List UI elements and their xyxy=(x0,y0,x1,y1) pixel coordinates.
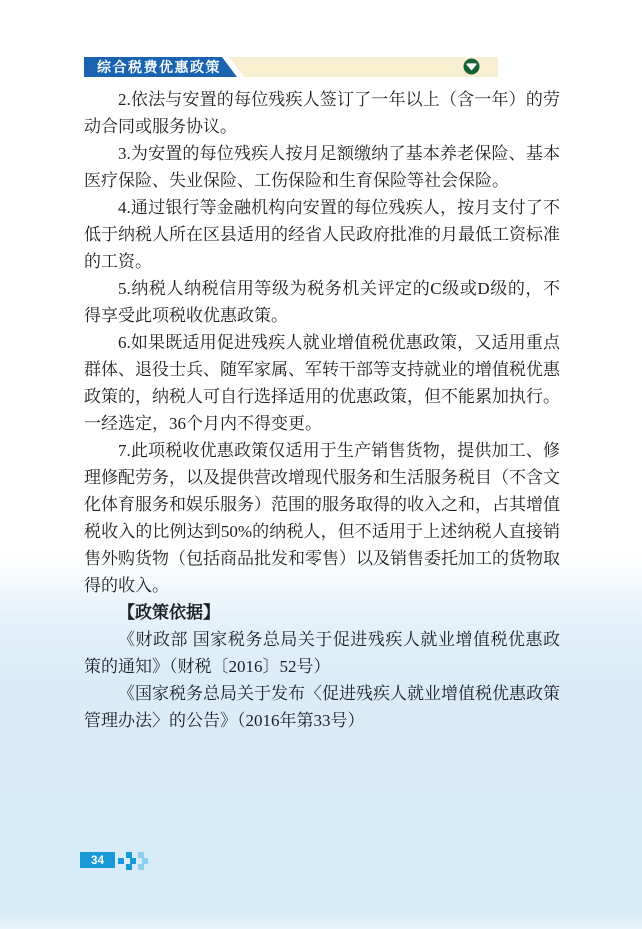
body-paragraph: 7.此项税收优惠政策仅适用于生产销售货物，提供加工、修理修配劳务，以及提供营改增现代服务和生活服务税目（不含文化体育服务和娱乐服务）范围的服务取得的收入之和，占其增值税收入的比例达到50%的纳税人，但不适用于上述纳税人直接销售外购货物（包括商品批发和零售）以及销售委托加工的货物取得的收入。 xyxy=(84,441,560,595)
pixel-decoration xyxy=(126,864,132,870)
page-number-badge: 34 xyxy=(80,852,115,868)
body-paragraph: 5.纳税人纳税信用等级为税务机关评定的C级或D级的，不得享受此项税收优惠政策。 xyxy=(84,279,560,325)
chevron-down-circle-icon xyxy=(463,58,480,75)
body-paragraph: 3.为安置的每位残疾人按月足额缴纳了基本养老保险、基本医疗保险、失业保险、工伤保险和生育保险等社会保险。 xyxy=(84,144,560,190)
chapter-title: 综合税费优惠政策 xyxy=(97,59,221,75)
policy-reference: 《财政部 国家税务总局关于促进残疾人就业增值税优惠政策的通知》（财税〔2016〕52号） xyxy=(84,630,560,676)
body-paragraph: 2.依法与安置的每位残疾人签订了一年以上（含一年）的劳动合同或服务协议。 xyxy=(84,90,560,136)
page-body xyxy=(84,86,560,734)
pixel-decoration xyxy=(138,864,144,870)
pixel-decoration xyxy=(118,858,124,864)
body-paragraph: 6.如果既适用促进残疾人就业增值税优惠政策，又适用重点群体、退役士兵、随军家属、军转干部等支持就业的增值税优惠政策的，纳税人可自行选择适用的优惠政策，但不能累加执行。一经选定，36个月内不得变更。 xyxy=(84,333,560,433)
chapter-banner-strip xyxy=(229,57,498,77)
policy-reference: 《国家税务总局关于发布〈促进残疾人就业增值税优惠政策管理办法〉的公告》（2016年第33号） xyxy=(84,684,560,730)
body-paragraph: 4.通过银行等金融机构向安置的每位残疾人，按月支付了不低于纳税人所在区县适用的经省人民政府批准的月最低工资标准的工资。 xyxy=(84,198,560,271)
policy-basis-heading: 【政策依据】 xyxy=(118,603,220,622)
